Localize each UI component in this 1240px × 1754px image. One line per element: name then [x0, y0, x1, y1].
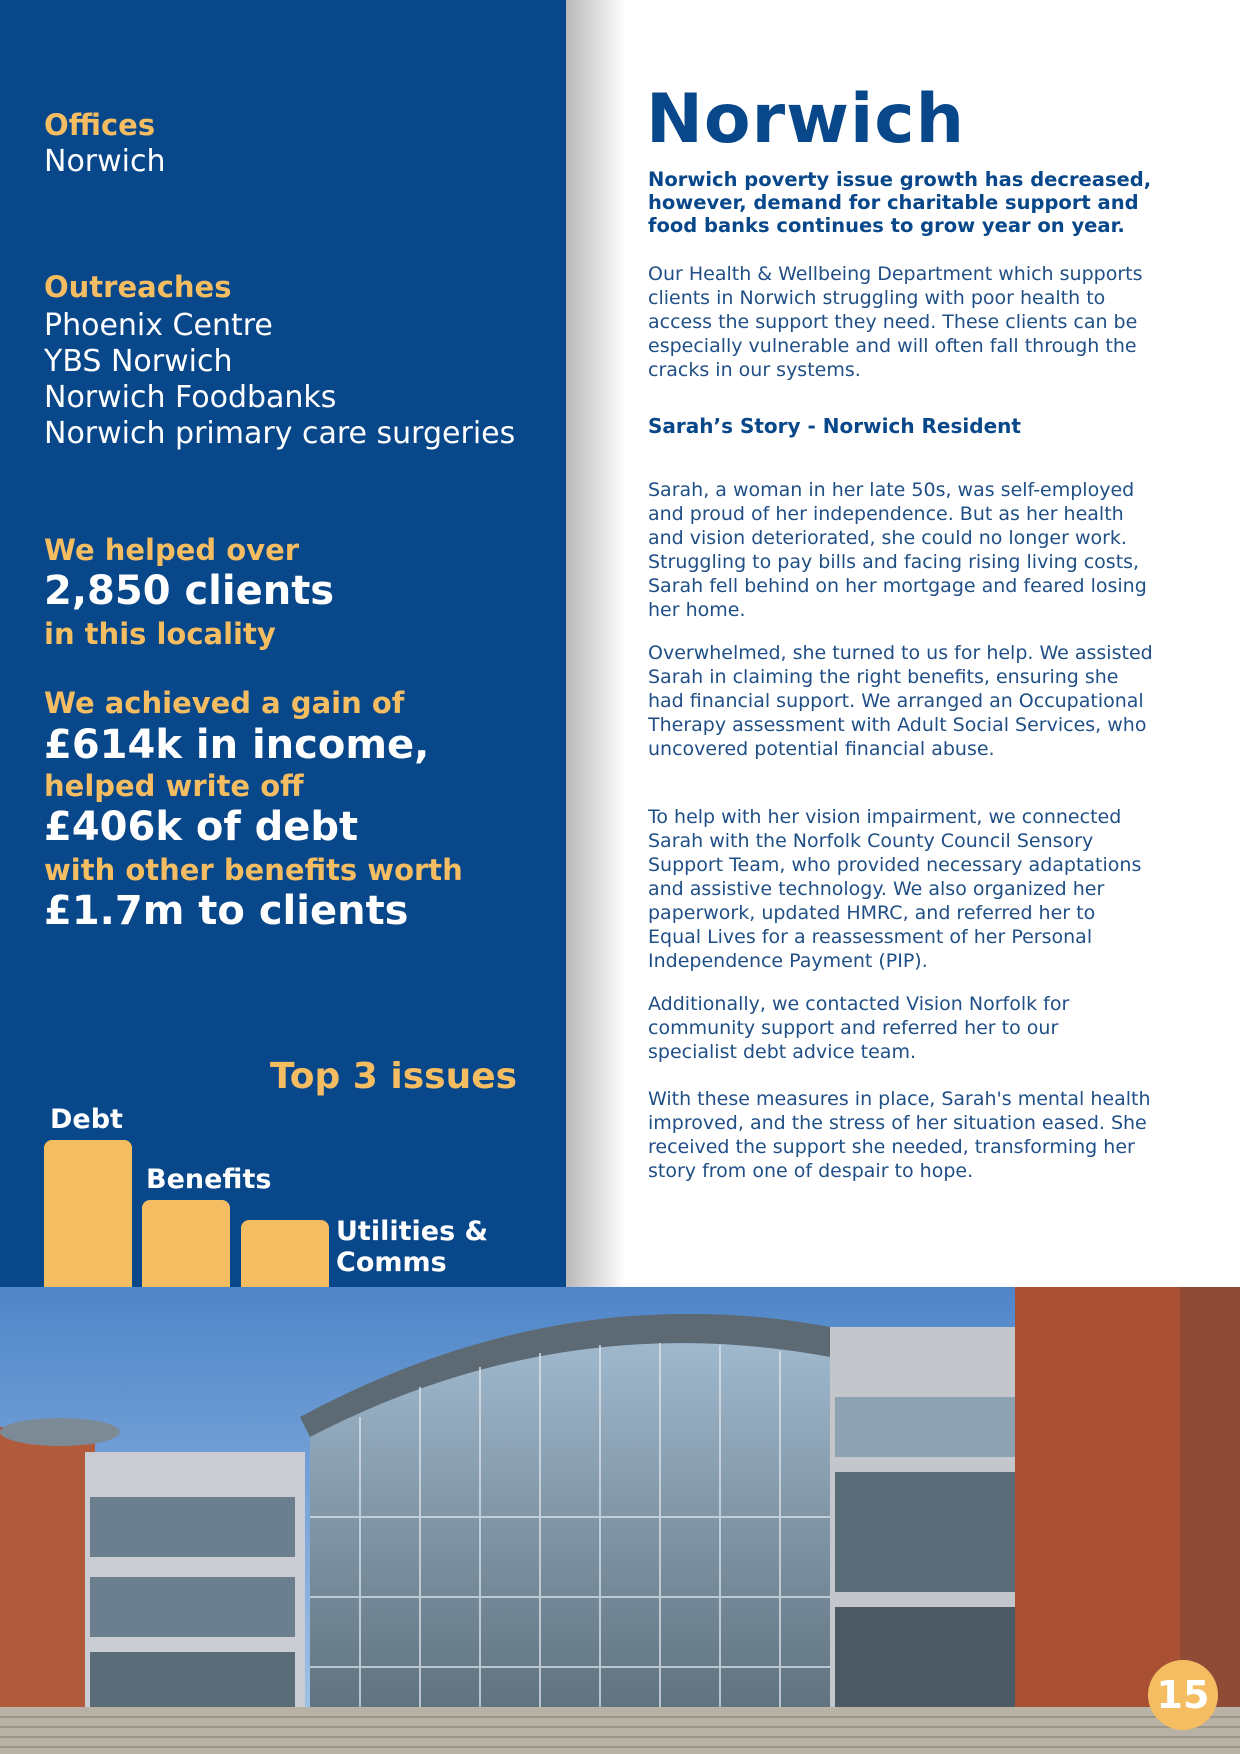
lead-paragraph: Norwich poverty issue growth has decreased, however, demand for charitable support and food banks continues to grow year on year. — [648, 168, 1152, 237]
building-illustration — [0, 1287, 1240, 1754]
stat-other-benefits: with other benefits worth — [44, 853, 463, 887]
story-paragraph: To help with her vision impairment, we connected Sarah with the Norfolk County Council Sensory Support Team, who provided necessary adaptations and assistive technology. We also organized her paperwork, updated HMRC, and referred her to Equal Lives for a reassessment of her Personal Independence Payment (PIP). — [648, 806, 1142, 972]
story-title: Sarah’s Story - Norwich Resident — [648, 414, 1021, 438]
stat-debt: £406k of debt — [44, 804, 359, 850]
stat-income: £614k in income, — [44, 722, 430, 768]
issue-bar-debt — [44, 1140, 132, 1287]
issue-label-utilities — [336, 1216, 488, 1278]
issue-label-benefits: Benefits — [146, 1164, 272, 1195]
story-paragraph: With these measures in place, Sarah's mental health improved, and the stress of her situation eased. She received the support she needed, transforming her story from one of despair to hope. — [648, 1088, 1151, 1182]
outreach-item: Norwich primary care surgeries — [44, 416, 516, 451]
building-photo — [0, 1287, 1240, 1754]
story-paragraph: Overwhelmed, she turned to us for help. We assisted Sarah in claiming the right benefits, ensuring she had financial support. We arranged an Occupational Therapy assessment with Adult Social Services, who uncovered potential financial abuse. — [648, 642, 1153, 760]
stat-clients: 2,850 clients — [44, 568, 335, 614]
panel-shadow — [566, 0, 626, 1287]
outreach-item: Phoenix Centre — [44, 308, 273, 343]
issue-label-line: Comms — [336, 1247, 447, 1278]
stat-gain-of: We achieved a gain of — [44, 686, 405, 720]
stat-to-clients: £1.7m to clients — [44, 888, 409, 934]
issue-label-debt: Debt — [50, 1104, 123, 1135]
offices-value: Norwich — [44, 144, 166, 179]
stat-locality: in this locality — [44, 617, 276, 651]
outreach-item: YBS Norwich — [44, 344, 233, 379]
stat-write-off: helped write off — [44, 769, 304, 803]
issue-bar-benefits — [142, 1200, 230, 1287]
outreaches-label: Outreaches — [44, 270, 232, 304]
issue-label-line: Utilities & — [336, 1216, 489, 1247]
stat-helped-over: We helped over — [44, 533, 300, 567]
page-title: Norwich — [646, 80, 966, 159]
page-number-badge: 15 — [1148, 1660, 1218, 1730]
intro-paragraph: Our Health & Wellbeing Department which supports clients in Norwich struggling with poor health to access the support they need. These clients can be especially vulnerable and will often fall through the cracks in our systems. — [648, 263, 1143, 381]
offices-label: Offices — [44, 108, 156, 142]
story-paragraph: Sarah, a woman in her late 50s, was self-employed and proud of her independence. But as her health and vision deteriorated, she could no longer work. Struggling to pay bills and facing rising living costs, Sarah fell behind on her mortgage and feared losing her home. — [648, 479, 1147, 621]
issues-title: Top 3 issues — [270, 1056, 518, 1097]
story-paragraph: Additionally, we contacted Vision Norfolk for community support and referred her to our specialist debt advice team. — [648, 993, 1070, 1063]
issue-bar-utilities — [241, 1220, 329, 1287]
outreach-item: Norwich Foodbanks — [44, 380, 337, 415]
